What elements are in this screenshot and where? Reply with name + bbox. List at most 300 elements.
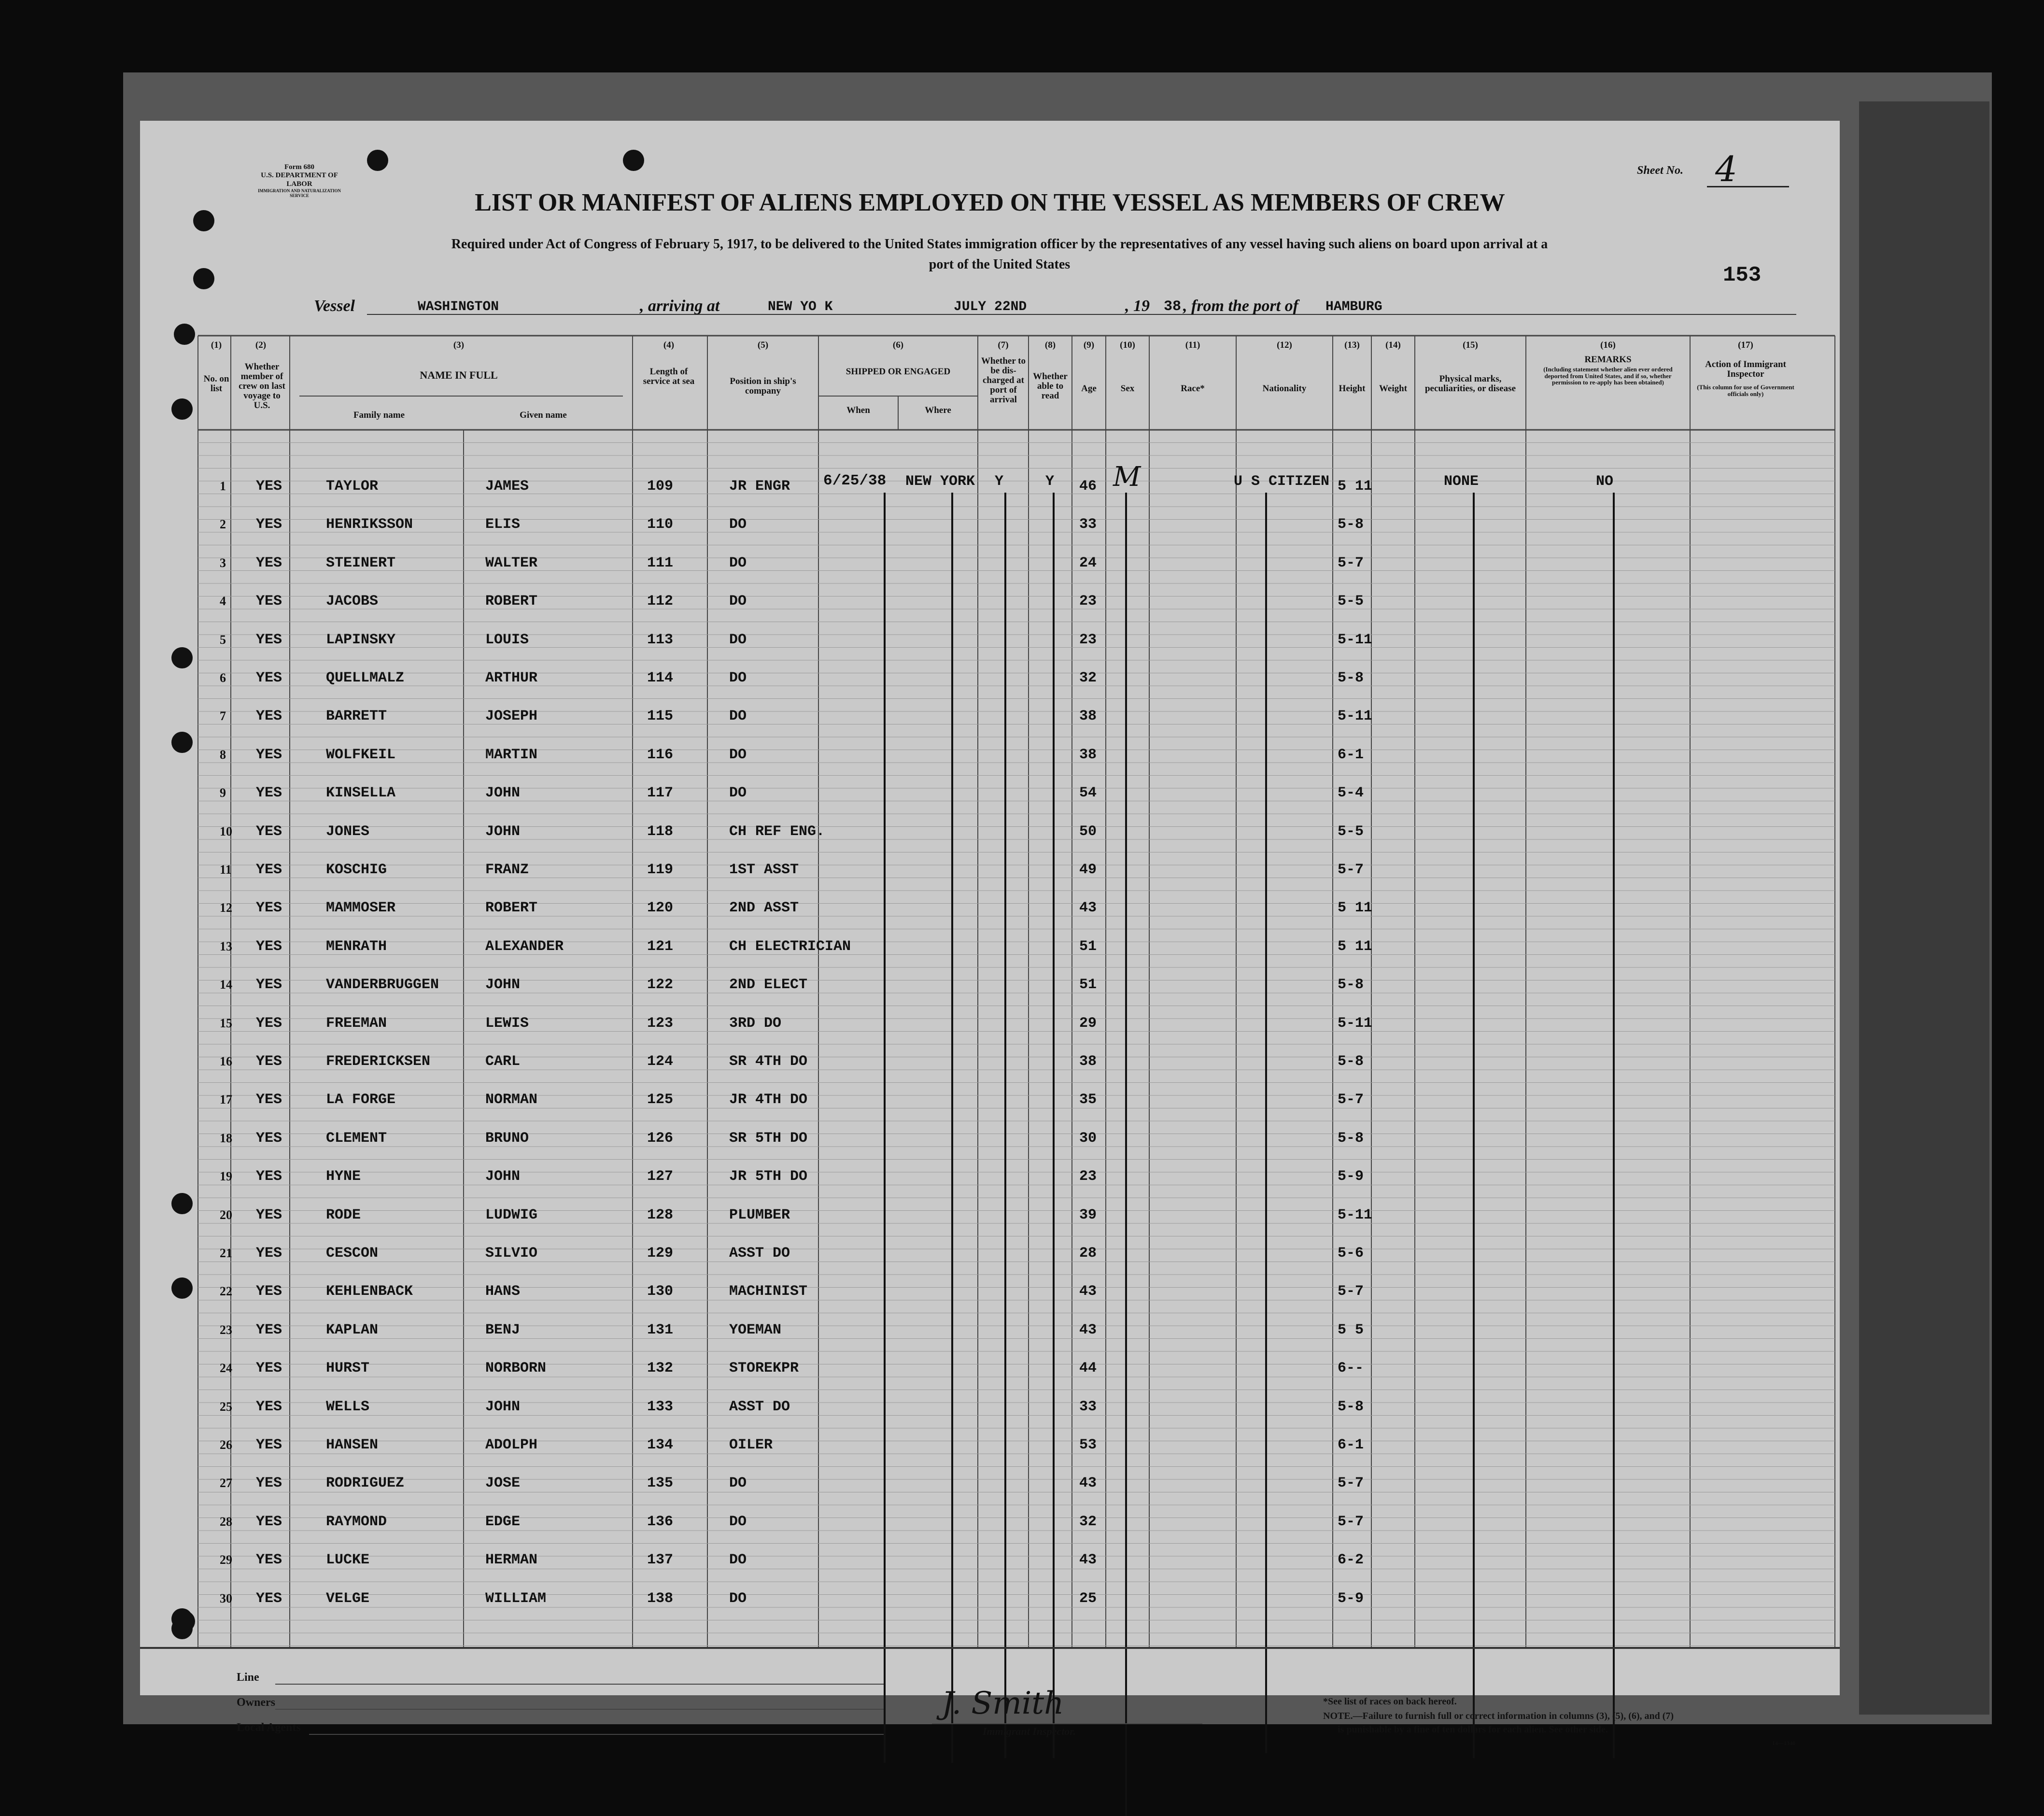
family-name: QUELLMALZ [326, 670, 405, 686]
col-num-12: (12) [1277, 340, 1292, 350]
service-length: 133 [647, 1398, 674, 1415]
ship-position: STOREKPR [729, 1360, 799, 1377]
age-value: 38 [1079, 708, 1097, 725]
col-num-6: (6) [892, 340, 904, 350]
crew-last-voyage: YES [256, 1168, 282, 1185]
shipped-when: 6/25/38 [823, 472, 887, 489]
age-value: 30 [1079, 1130, 1097, 1147]
line-label: Line [237, 1671, 259, 1684]
row-number: 9 [220, 786, 226, 800]
col-header-service-length: Length of service at sea [643, 367, 695, 386]
height-value: 5-8 [1338, 1053, 1364, 1070]
crew-last-voyage: YES [256, 977, 282, 993]
service-length: 124 [647, 1053, 674, 1070]
family-name: FREEMAN [326, 1015, 387, 1032]
row-number: 25 [220, 1399, 232, 1414]
row-number: 24 [220, 1361, 232, 1376]
height-value: 5-5 [1338, 823, 1364, 840]
age-value: 44 [1079, 1360, 1097, 1377]
row-number: 8 [220, 747, 226, 762]
col-num-8: (8) [1044, 340, 1056, 350]
discharged-flag: Y [995, 473, 1004, 490]
form-number: Form 680 [284, 163, 315, 171]
height-value: 5-8 [1338, 1398, 1364, 1415]
departure-port: HAMBURG [1325, 299, 1382, 314]
service-length: 112 [647, 593, 674, 610]
crew-last-voyage: YES [256, 516, 282, 533]
arriving-label: , arriving at [640, 297, 720, 315]
col-num-2: (2) [255, 340, 267, 350]
from-port-label: , from the port of [1183, 297, 1298, 315]
service-length: 117 [647, 785, 674, 802]
given-name: JOHN [485, 1398, 521, 1415]
service-length: 116 [647, 746, 674, 763]
ship-position: DO [729, 516, 747, 533]
age-value: 43 [1079, 1283, 1097, 1300]
able-to-read-flag: Y [1045, 473, 1055, 490]
crew-last-voyage: YES [256, 785, 282, 802]
given-name: JOHN [485, 823, 521, 840]
department-name: U.S. DEPARTMENT OF LABOR [261, 171, 338, 188]
ditto-line [1125, 493, 1127, 1816]
col-num-10: (10) [1120, 340, 1135, 350]
ditto-line [1613, 493, 1615, 1758]
year-prefix: , 19 [1125, 297, 1150, 315]
row-number: 7 [220, 709, 226, 724]
height-value: 5-9 [1338, 1168, 1364, 1185]
given-name: MARTIN [485, 746, 538, 763]
row-number: 27 [220, 1476, 232, 1490]
crew-last-voyage: YES [256, 1552, 282, 1569]
family-name: CLEMENT [326, 1130, 387, 1147]
family-name: JONES [326, 823, 370, 840]
service-length: 137 [647, 1552, 674, 1569]
family-name: KOSCHIG [326, 862, 387, 878]
ship-position: MACHINIST [729, 1283, 808, 1300]
age-value: 51 [1079, 977, 1097, 993]
col-num-5: (5) [757, 340, 769, 350]
service-length: 111 [647, 554, 674, 571]
age-value: 46 [1079, 478, 1097, 495]
col-header-age: Age [1081, 383, 1097, 394]
crew-last-voyage: YES [256, 1130, 282, 1147]
ship-position: DO [729, 554, 747, 571]
ship-position: CH REF ENG. [729, 823, 825, 840]
age-value: 50 [1079, 823, 1097, 840]
family-name: WELLS [326, 1398, 370, 1415]
penalty-note-line2: is punishable by a fine of ten dollars for each alien. See other side. [1338, 1724, 1608, 1735]
given-name: ELIS [485, 516, 521, 533]
row-number: 15 [220, 1016, 232, 1030]
crew-last-voyage: YES [256, 670, 282, 686]
row-number: 5 [220, 632, 226, 647]
given-name: WILLIAM [485, 1590, 547, 1607]
age-value: 51 [1079, 938, 1097, 955]
crew-last-voyage: YES [256, 1475, 282, 1492]
family-name: MENRATH [326, 938, 387, 955]
crew-last-voyage: YES [256, 1590, 282, 1607]
age-value: 35 [1079, 1092, 1097, 1108]
height-value: 5 11 [1338, 900, 1373, 917]
ship-position: JR ENGR [729, 478, 790, 495]
age-value: 33 [1079, 1398, 1097, 1415]
ship-position: 3RD DO [729, 1015, 782, 1032]
age-value: 43 [1079, 1475, 1097, 1492]
crew-last-voyage: YES [256, 1092, 282, 1108]
row-number: 12 [220, 901, 232, 915]
family-name: MAMMOSER [326, 900, 396, 917]
crew-last-voyage: YES [256, 1398, 282, 1415]
col-header-shipped-engaged: SHIPPED OR ENGAGED [846, 367, 951, 377]
crew-last-voyage: YES [256, 1206, 282, 1223]
row-number: 23 [220, 1322, 232, 1337]
crew-last-voyage: YES [256, 862, 282, 878]
height-value: 5-7 [1338, 1283, 1364, 1300]
vessel-name: WASHINGTON [418, 299, 499, 314]
family-name: HANSEN [326, 1437, 379, 1453]
row-number: 11 [220, 863, 232, 877]
height-value: 5-7 [1338, 1513, 1364, 1530]
row-number: 10 [220, 824, 232, 838]
col-num-3: (3) [453, 340, 465, 350]
col-header-name-in-full: NAME IN FULL [420, 369, 498, 381]
owners-field [275, 1709, 884, 1710]
ship-position: ASST DO [729, 1398, 790, 1415]
crew-last-voyage: YES [256, 1245, 282, 1262]
remarks-value: NO [1596, 473, 1614, 490]
age-value: 38 [1079, 1053, 1097, 1070]
height-value: 5-7 [1338, 1092, 1364, 1108]
row-number: 28 [220, 1514, 232, 1529]
inspector-signature: J. Smith [942, 1686, 1064, 1721]
line-field [275, 1684, 884, 1685]
given-name: ADOLPH [485, 1437, 538, 1453]
age-value: 33 [1079, 516, 1097, 533]
row-number: 26 [220, 1438, 232, 1452]
given-name: JOHN [485, 785, 521, 802]
col-num-16: (16) [1600, 340, 1616, 350]
col-num-13: (13) [1344, 340, 1360, 350]
shipped-where: NEW YORK [905, 473, 975, 490]
height-value: 6-2 [1338, 1552, 1364, 1569]
crew-last-voyage: YES [256, 1321, 282, 1338]
service-length: 132 [647, 1360, 674, 1377]
given-name: JAMES [485, 478, 529, 495]
height-value: 5-4 [1338, 785, 1364, 802]
service-name: IMMIGRATION AND NATURALIZATION SERVICE [257, 188, 341, 199]
row-number: 6 [220, 671, 226, 685]
row-number: 17 [220, 1092, 232, 1107]
service-length: 110 [647, 516, 674, 533]
col-header-family-name: Family name [353, 410, 405, 420]
given-name: WALTER [485, 554, 538, 571]
age-value: 28 [1079, 1245, 1097, 1262]
height-value: 5 11 [1338, 478, 1373, 495]
ship-position: DO [729, 708, 747, 725]
given-name: SILVIO [485, 1245, 538, 1262]
arrival-date: JULY 22ND [954, 299, 1027, 314]
height-value: 5-7 [1338, 554, 1364, 571]
col-header-able-to-read: Whether able to read [1033, 371, 1068, 401]
given-name: HERMAN [485, 1552, 538, 1569]
given-name: NORBORN [485, 1360, 547, 1377]
age-value: 32 [1079, 670, 1097, 686]
local-agents-label: Local Agents [237, 1721, 301, 1734]
service-length: 115 [647, 708, 674, 725]
col-num-4: (4) [663, 340, 675, 350]
ditto-line [1004, 493, 1006, 1758]
ship-position: DO [729, 785, 747, 802]
given-name: JOSE [485, 1475, 521, 1492]
ship-position: 2ND ELECT [729, 977, 808, 993]
row-number: 16 [220, 1054, 232, 1068]
given-name: NORMAN [485, 1092, 538, 1108]
ship-position: SR 4TH DO [729, 1053, 808, 1070]
family-name: LUCKE [326, 1552, 370, 1569]
given-name: LEWIS [485, 1015, 529, 1032]
height-value: 6-1 [1338, 746, 1364, 763]
service-length: 136 [647, 1513, 674, 1530]
subtitle-line2: port of the United States [929, 257, 1071, 272]
service-length: 126 [647, 1130, 674, 1147]
ship-position: DO [729, 670, 747, 686]
ship-position: DO [729, 1475, 747, 1492]
ship-position: DO [729, 1513, 747, 1530]
height-value: 5-8 [1338, 670, 1364, 686]
col-header-height: Height [1339, 383, 1366, 394]
ship-position: DO [729, 631, 747, 648]
height-value: 5-9 [1338, 1590, 1364, 1607]
page-stamp: 153 [1723, 263, 1762, 287]
ditto-line [884, 493, 886, 1763]
given-name: ROBERT [485, 593, 538, 610]
height-value: 5-11 [1338, 1206, 1373, 1223]
height-value: 5-6 [1338, 1245, 1364, 1262]
height-value: 5-7 [1338, 862, 1364, 878]
ship-position: SR 5TH DO [729, 1130, 808, 1147]
col-header-nationality: Nationality [1262, 383, 1307, 394]
height-value: 5-8 [1338, 1130, 1364, 1147]
service-length: 130 [647, 1283, 674, 1300]
service-length: 114 [647, 670, 674, 686]
family-name: HYNE [326, 1168, 361, 1185]
height-value: 5 5 [1338, 1321, 1364, 1338]
service-length: 122 [647, 977, 674, 993]
col-header-inspector-action: Action of Immigrant Inspector [1705, 359, 1786, 379]
given-name: JOSEPH [485, 708, 538, 725]
family-name: VANDERBRUGGEN [326, 977, 439, 993]
given-name: ALEXANDER [485, 938, 564, 955]
age-value: 54 [1079, 785, 1097, 802]
family-name: LA FORGE [326, 1092, 396, 1108]
family-name: KINSELLA [326, 785, 396, 802]
col-header-weight: Weight [1379, 383, 1408, 394]
ditto-line [1473, 493, 1475, 1758]
row-number: 29 [220, 1553, 232, 1567]
age-value: 23 [1079, 631, 1097, 648]
crew-last-voyage: YES [256, 554, 282, 571]
races-note: *See list of races on back hereof. [1323, 1696, 1457, 1707]
col-header-where: Where [925, 405, 951, 415]
row-number: 14 [220, 978, 232, 992]
col-header-list-no: No. on list [203, 374, 229, 394]
col-header-race: Race* [1181, 383, 1205, 394]
height-value: 5 11 [1338, 938, 1373, 955]
age-value: 43 [1079, 1321, 1097, 1338]
height-value: 5-7 [1338, 1475, 1364, 1492]
height-value: 6-1 [1338, 1437, 1364, 1453]
row-number: 19 [220, 1169, 232, 1184]
ship-position: DO [729, 1552, 747, 1569]
row-number: 21 [220, 1246, 232, 1260]
vessel-label: Vessel [314, 297, 355, 315]
nationality-value: U S CITIZEN [1234, 473, 1330, 490]
height-value: 5-8 [1338, 977, 1364, 993]
crew-last-voyage: YES [256, 1053, 282, 1070]
given-name: HANS [485, 1283, 521, 1300]
ship-position: PLUMBER [729, 1206, 790, 1223]
row-number: 30 [220, 1591, 232, 1605]
height-value: 5-11 [1338, 1015, 1373, 1032]
family-name: TAYLOR [326, 478, 379, 495]
service-length: 118 [647, 823, 674, 840]
ship-position: DO [729, 593, 747, 610]
subtitle-line1: Required under Act of Congress of February 5, 1917, to be delivered to the United States immigration officer by the representatives of any vessel having such aliens on board upon arrival at a [451, 237, 1548, 252]
family-name: HENRIKSSON [326, 516, 413, 533]
family-name: HURST [326, 1360, 370, 1377]
row-number: 20 [220, 1207, 232, 1222]
family-name: FREDERICKSEN [326, 1053, 431, 1070]
ditto-line [1265, 493, 1267, 1753]
age-value: 39 [1079, 1206, 1097, 1223]
given-name: LUDWIG [485, 1206, 538, 1223]
service-length: 138 [647, 1590, 674, 1607]
given-name: CARL [485, 1053, 521, 1070]
manifest-sheet [140, 121, 1840, 1746]
col-header-discharged: Whether to be dis-charged at port of arrival [981, 356, 1026, 405]
family-name: KAPLAN [326, 1321, 379, 1338]
age-value: 49 [1079, 862, 1097, 878]
family-name: STEINERT [326, 554, 396, 571]
print-code: 14—1340 [1772, 1740, 1795, 1746]
crew-last-voyage: YES [256, 593, 282, 610]
service-length: 135 [647, 1475, 674, 1492]
family-name: KEHLENBACK [326, 1283, 413, 1300]
ship-position: JR 4TH DO [729, 1092, 808, 1108]
row-number: 13 [220, 939, 232, 953]
ship-position: DO [729, 746, 747, 763]
sheet-label: Sheet No. [1637, 164, 1683, 177]
ditto-line [1053, 493, 1055, 1758]
page-title: LIST OR MANIFEST OF ALIENS EMPLOYED ON THE VESSEL AS MEMBERS OF CREW [475, 189, 1505, 216]
crew-last-voyage: YES [256, 746, 282, 763]
family-name: LAPINSKY [326, 631, 396, 648]
height-value: 5-11 [1338, 708, 1373, 725]
col-header-when: When [846, 405, 870, 415]
age-value: 43 [1079, 900, 1097, 917]
col-num-9: (9) [1083, 340, 1095, 350]
col-num-14: (14) [1385, 340, 1401, 350]
ship-position: JR 5TH DO [729, 1168, 808, 1185]
penalty-note-line1: NOTE.—Failure to furnish full or correct information in columns (3), (5), (6), and (7) [1323, 1711, 1674, 1721]
col-header-position: Position in ship's company [730, 376, 796, 396]
height-value: 6-- [1338, 1360, 1364, 1377]
ship-position: CH ELECTRICIAN [729, 938, 851, 955]
col-num-11: (11) [1185, 340, 1200, 350]
col-header-remarks: REMARKS [1584, 355, 1632, 365]
family-name: JACOBS [326, 593, 379, 610]
physical-marks-value: NONE [1444, 473, 1479, 490]
service-length: 131 [647, 1321, 674, 1338]
service-length: 119 [647, 862, 674, 878]
family-name: BARRETT [326, 708, 387, 725]
family-name: WOLFKEIL [326, 746, 396, 763]
col-header-inspector-note: (This column for use of Government officials only) [1697, 383, 1794, 397]
age-value: 38 [1079, 746, 1097, 763]
height-value: 5-5 [1338, 593, 1364, 610]
age-value: 29 [1079, 1015, 1097, 1032]
height-value: 5-8 [1338, 516, 1364, 533]
inspector-label: Immigrant Inspector. [983, 1725, 1076, 1737]
crew-last-voyage: YES [256, 938, 282, 955]
col-header-given-name: Given name [520, 410, 567, 420]
owners-label: Owners [237, 1696, 275, 1709]
row-number: 18 [220, 1131, 232, 1145]
service-length: 128 [647, 1206, 674, 1223]
crew-last-voyage: YES [256, 631, 282, 648]
footer-divider [140, 1647, 1840, 1649]
scan-shadow [1859, 101, 1989, 1715]
signature-line [932, 1723, 1202, 1724]
service-length: 123 [647, 1015, 674, 1032]
crew-last-voyage: YES [256, 708, 282, 725]
row-number: 1 [220, 479, 226, 493]
col-num-7: (7) [998, 340, 1009, 350]
service-length: 134 [647, 1437, 674, 1453]
sex-value: M [1113, 461, 1141, 493]
row-number: 22 [220, 1284, 232, 1299]
crew-last-voyage: YES [256, 478, 282, 495]
age-value: 23 [1079, 593, 1097, 610]
age-value: 24 [1079, 554, 1097, 571]
age-value: 25 [1079, 1590, 1097, 1607]
arrival-port: NEW YO K [768, 299, 833, 314]
service-length: 129 [647, 1245, 674, 1262]
service-length: 127 [647, 1168, 674, 1185]
col-num-17: (17) [1738, 340, 1753, 350]
crew-last-voyage: YES [256, 900, 282, 917]
ship-position: 1ST ASST [729, 862, 799, 878]
col-header-crew-last-voyage: Whether member of crew on last voyage to U.S. [239, 362, 285, 411]
given-name: JOHN [485, 1168, 521, 1185]
crew-last-voyage: YES [256, 1015, 282, 1032]
row-number: 4 [220, 594, 226, 609]
ship-position: YOEMAN [729, 1321, 782, 1338]
service-length: 121 [647, 938, 674, 955]
crew-last-voyage: YES [256, 1283, 282, 1300]
ship-position: 2ND ASST [729, 900, 799, 917]
service-length: 125 [647, 1092, 674, 1108]
ditto-line [951, 493, 953, 1763]
service-length: 120 [647, 900, 674, 917]
given-name: ROBERT [485, 900, 538, 917]
arrival-year: 38 [1164, 298, 1182, 315]
col-header-remarks-note: (Including statement whether alien ever ordered deported from United States, and if so, whether permission to re-apply has been obtained) [1543, 366, 1673, 386]
family-name: RODE [326, 1206, 361, 1223]
ship-position: DO [729, 1590, 747, 1607]
age-value: 32 [1079, 1513, 1097, 1530]
local-agents-field [309, 1734, 884, 1735]
